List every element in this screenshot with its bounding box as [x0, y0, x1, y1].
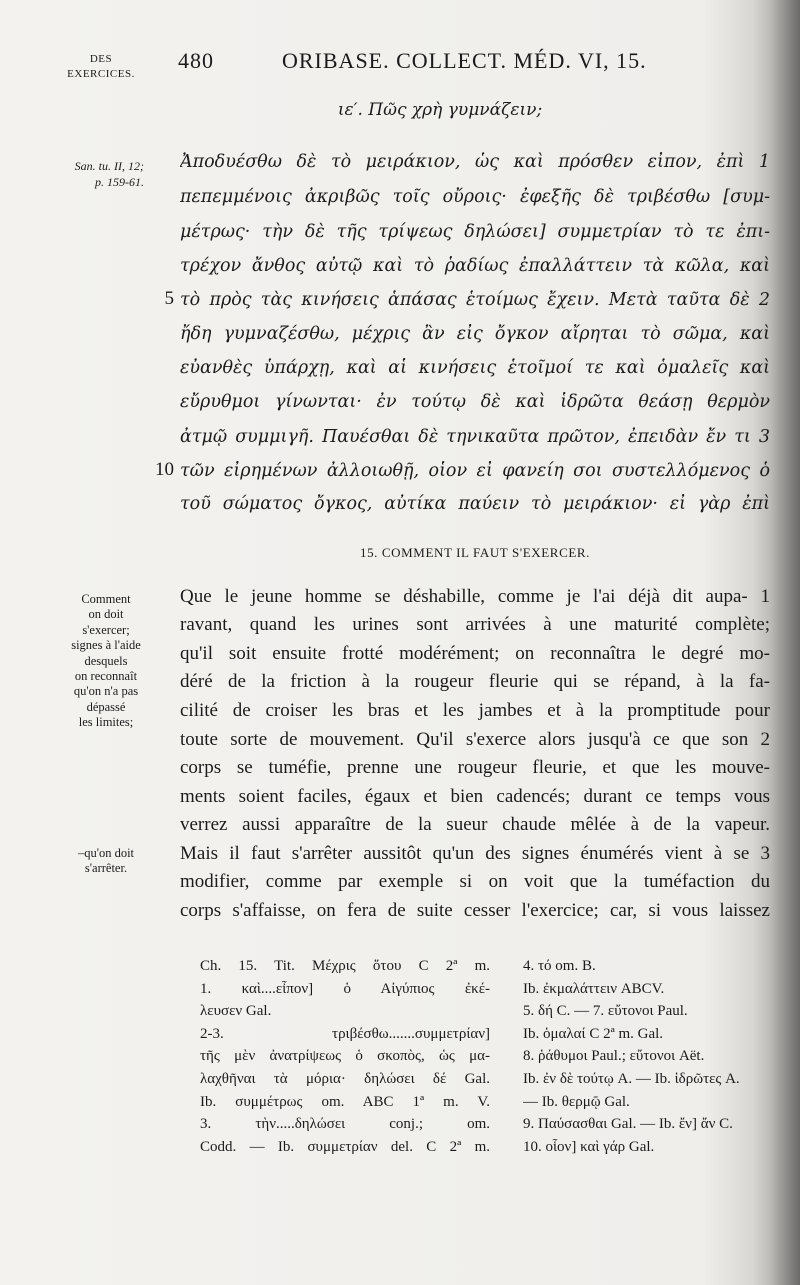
- footnote-line: Codd. — Ib. συμμετρίαν del. C 2ª m.: [200, 1138, 490, 1155]
- french-text-line: ments soient faciles, égaux et bien cadencés; durant ce temps vous: [180, 786, 770, 807]
- line-number: 5: [164, 288, 174, 309]
- french-text-line: Mais il faut s'arrêter aussitôt qu'un des signes énumérés vient à se 3: [180, 843, 770, 864]
- footnote-line: 1. καὶ....εἶπον] ὁ Αἰγύπιος ἐκέ-: [200, 980, 490, 997]
- footnote-line: Ib. ἐν δὲ τούτῳ A. — Ib. ἱδρῶτες A.: [523, 1070, 740, 1087]
- french-text-line: cilité de croiser les bras et les jambes et à la promptitude pour: [180, 700, 770, 721]
- footnote-line: 8. ῥάθυμοι Paul.; εὔτονοι Aët.: [523, 1048, 705, 1065]
- sidenote-line: signes à l'aide: [71, 638, 141, 653]
- french-text-line: corps s'affaisse, on fera de suite cesser l'exercice; car, si vous laissez: [180, 900, 770, 921]
- french-text-line: corps se tuméfie, prenne une rougeur fleurie, et que les mouve-: [180, 757, 770, 778]
- footnotes-right-column: [523, 958, 783, 1161]
- french-text-line: modifier, comme par exemple si on voit que la tuméfaction du: [180, 871, 770, 892]
- french-text-line: Que le jeune homme se déshabille, comme je l'ai déjà dit aupa- 1: [180, 586, 770, 607]
- greek-text-line: εὐανθὲς ὑπάρχῃ, καὶ αἱ κινήσεις ἑτοῖμοί τε καὶ ὁμαλεῖς καὶ: [180, 358, 770, 378]
- french-text-line: déré de la friction à la rougeur fleurie qui se répand, à la fa-: [180, 671, 770, 692]
- footnotes-left-column: [200, 958, 490, 1161]
- french-text-line: qu'il soit ensuite frotté modérément; on reconnaîtra le degré mo-: [180, 643, 770, 664]
- footnote-line: — Ib. θερμῷ Gal.: [523, 1093, 630, 1110]
- sidenote-line: qu'on n'a pas: [73, 684, 139, 699]
- greek-text-line: τρέχον ἄνθος αὐτῷ καὶ τὸ ῥαδίως ἐπαλλάττειν τὰ κῶλα, καὶ: [180, 256, 770, 276]
- footnote-line: λευσεν Gal.: [200, 1003, 272, 1020]
- footnote-line: τῆς μὲν ἀνατρίψεως ὁ σκοπὸς, ὡς μα-: [200, 1048, 490, 1065]
- sidenote-line: on reconnaît: [74, 669, 138, 684]
- margin-reference: San. tu. II, 12;: [74, 159, 144, 173]
- greek-text-line: τὸ πρὸς τὰς κινήσεις ἁπάσας ἑτοίμως ἔχειν. Μετὰ ταῦτα δὲ 2: [180, 290, 770, 310]
- running-head-line: DES: [89, 53, 113, 65]
- sidenote-line: Comment: [81, 592, 131, 606]
- sidenote-stop: [52, 846, 160, 877]
- greek-text-line: τοῦ σώματος ὄγκος, αὐτίκα παύειν τὸ μειράκιον· εἰ γὰρ ἐπὶ: [180, 494, 770, 514]
- greek-text-line: εὔρυθμοι γίνωνται· ἐν τούτῳ δὲ καὶ ἱδρῶτα θεάσῃ θερμὸν: [180, 392, 770, 412]
- footnote-line: Ib. συμμέτρως om. ABC 1ª m. V.: [200, 1093, 490, 1110]
- footnote-line: 4. τό om. B.: [523, 958, 596, 974]
- running-head-line: EXERCICES.: [67, 68, 135, 80]
- sidenote-signs: [52, 592, 160, 731]
- page-number: 480: [178, 48, 214, 73]
- greek-text-line: τῶν εἰρημένων ἀλλοιωθῇ, οἷον εἰ φανείη σοι συστελλόμενος ὁ: [180, 461, 770, 481]
- footnote-line: Ch. 15. Tit. Μέχρις ὅτου C 2ª m.: [200, 958, 490, 974]
- sidenote-line: dépassé: [86, 699, 126, 714]
- greek-text-line: Ἀποδυέσθω δὲ τὸ μειράκιον, ὡς καὶ πρόσθεν εἶπον, ἐπὶ 1: [180, 152, 770, 172]
- footnote-line: 3. τὴν.....δηλώσει conj.; om.: [200, 1116, 490, 1133]
- footnote-line: 9. Παύσασθαι Gal. — Ib. ἔν] ἄν C.: [523, 1116, 733, 1133]
- footnote-line: 10. οἷον] καὶ γάρ Gal.: [523, 1138, 655, 1155]
- greek-text-line: ἀτμῷ συμμιγῆ. Παυέσθαι δὲ τηνικαῦτα πρῶτον, ἐπειδὰν ἔν τι 3: [180, 427, 770, 447]
- running-head-left: [56, 52, 146, 82]
- greek-text-line: μέτρως· τὴν δὲ τῆς τρίψεως δηλώσει] συμμετρίαν τὸ τε ἐπι-: [180, 222, 770, 242]
- sidenote-line: s'exercer;: [82, 622, 130, 637]
- french-text-line: ravant, quand les urines sont arrivées à une maturité complète;: [180, 614, 770, 635]
- sidenote-line: desquels: [84, 653, 128, 668]
- page-title: ORIBASE. COLLECT. MÉD. VI, 15.: [282, 48, 647, 73]
- greek-chapter-title: ιε′. Πῶς χρὴ γυμνάζειν;: [337, 100, 543, 120]
- footnote-line: Ib. ἐκμαλάττειν ABCV.: [523, 980, 665, 997]
- french-text-line: verrez aussi apparaître de la sueur chaude mêlée à de la vapeur.: [180, 814, 770, 835]
- footnote-line: λαχθῆναι τὰ μόρια· δηλώσει δέ Gal.: [200, 1070, 490, 1087]
- footnote-line: Ib. ὁμαλαί C 2ª m. Gal.: [523, 1025, 664, 1042]
- footnote-line: 2-3. τριβέσθω.......συμμετρίαν]: [200, 1025, 490, 1042]
- line-number: 10: [155, 459, 174, 480]
- footnotes: [200, 958, 780, 1178]
- greek-text-line: πεπεμμένοις ἀκριβῶς τοῖς οὔροις· ἐφεξῆς δὲ τριβέσθω [συμ-: [180, 187, 770, 207]
- sidenote-line: les limites;: [78, 715, 134, 730]
- sidenote-line: s'arrêter.: [84, 861, 128, 876]
- greek-text-line: ἤδη γυμναζέσθω, μέχρις ἂν εἰς ὄγκον αἴρηται τὸ σῶμα, καὶ: [180, 324, 770, 344]
- margin-reference: p. 159-61.: [95, 175, 144, 189]
- sidenote-line: on doit: [88, 607, 124, 622]
- footnote-line: 5. δή C. — 7. εὔτονοι Paul.: [523, 1003, 688, 1020]
- sidenote-line: –qu'on doit: [77, 846, 135, 860]
- french-chapter-heading: 15. COMMENT IL FAUT S'EXERCER.: [359, 545, 591, 560]
- french-text-line: toute sorte de mouvement. Qu'il s'exerce alors jusqu'à ce que son 2: [180, 729, 770, 750]
